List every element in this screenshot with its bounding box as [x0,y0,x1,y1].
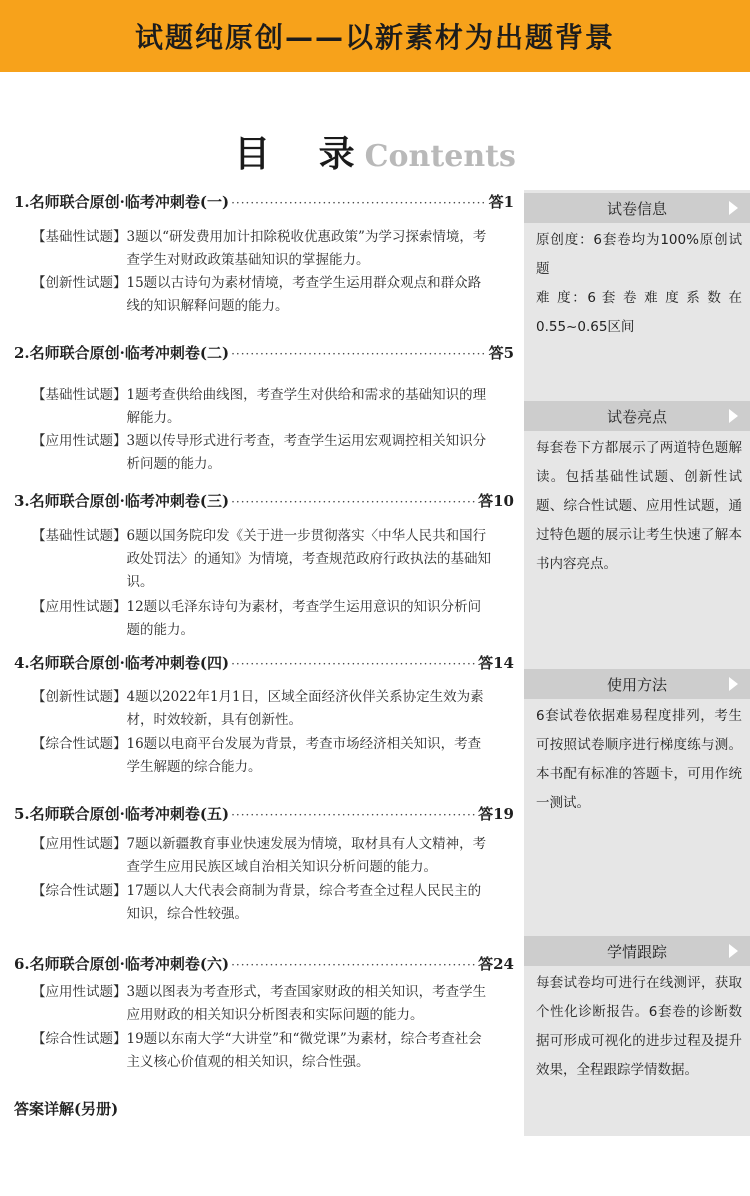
toc-entry-title[interactable] [14,490,514,511]
triangle-arrow-icon [729,201,738,215]
sidebar-section-header[interactable] [524,669,750,699]
item-tag: 【基础性试题】 [32,528,127,544]
toc-item [32,1028,492,1074]
item-tag: 【基础性试题】 [32,387,127,403]
sidebar-section-body [536,434,742,579]
item-tag: 【创新性试题】 [32,275,127,291]
item-text: 15题以古诗句为素材情境，考查学生运用群众观点和群众路线的知识解释问题的能力。 [126,275,482,314]
section-title: 试卷信息 [606,199,667,218]
item-text: 4题以2022年1月1日，区域全面经济伙伴关系协定生效为素材，时效较新，具有创新性。 [126,689,484,728]
dot-leader [231,808,476,822]
section-line: 每套试卷均可进行在线测评，获取个性化诊断报告。6套卷的诊断数据可形成可视化的进步过程及提升效果，全程跟踪学情数据。 [536,975,742,1078]
toc-entry-title[interactable] [14,191,514,212]
item-text: 6题以国务院印发《关于进一步贯彻落实〈中华人民共和国行政处罚法〉的通知》为情境，考查规范政府行政执法的基础知识。 [126,528,491,590]
entry-title-text: 2.名师联合原创·临考冲刺卷(二) [14,344,230,362]
triangle-arrow-icon [729,944,738,958]
sidebar-section-header[interactable] [524,193,750,223]
toc-item [32,733,492,779]
toc-item [32,596,492,642]
section-line: 每套卷下方都展示了两道特色题解读。包括基础性试题、创新性试题、综合性试题、应用性试题，通过特色题的展示让考生快速了解本书内容亮点。 [536,440,742,572]
dot-leader [231,657,476,671]
toc-entry-title[interactable] [14,342,514,363]
item-tag: 【综合性试题】 [32,736,127,752]
entry-page: 答14 [478,654,514,672]
item-tag: 【基础性试题】 [32,229,127,245]
item-text: 17题以人大代表会商制为背景，综合考查全过程人民民主的知识，综合性较强。 [126,883,482,922]
sidebar-section-body [536,969,742,1085]
sidebar-section-body [536,226,742,342]
answers-note: 答案详解(另册) [14,1100,119,1118]
sidebar-section-body [536,702,742,818]
entry-title-text: 3.名师联合原创·临考冲刺卷(三) [14,492,230,510]
entry-page: 答24 [478,955,514,973]
entry-page: 答19 [478,805,514,823]
entry-title-text: 1.名师联合原创·临考冲刺卷(一) [14,193,230,211]
toc-item [32,384,492,430]
item-tag: 【应用性试题】 [32,599,127,615]
item-tag: 【应用性试题】 [32,984,127,1000]
section-title: 使用方法 [606,675,667,694]
entry-title-text: 4.名师联合原创·临考冲刺卷(四) [14,654,230,672]
item-tag: 【应用性试题】 [32,433,127,449]
entry-page: 答5 [488,344,514,362]
dot-leader [231,347,486,361]
item-tag: 【综合性试题】 [32,883,127,899]
entry-title-text: 6.名师联合原创·临考冲刺卷(六) [14,955,230,973]
toc-item [32,525,492,594]
dot-leader [231,958,476,972]
toc-entry-title[interactable] [14,803,514,824]
info-sidebar [524,190,750,1136]
item-text: 3题以传导形式进行考查，考查学生运用宏观调控相关知识分析问题的能力。 [126,433,487,472]
item-text: 3题以“研发费用加计扣除税收优惠政策”为学习探索情境，考查学生对财政政策基础知识的掌握能力。 [126,229,487,268]
toc-item [32,272,492,318]
toc-item [32,833,492,879]
section-title: 学情跟踪 [606,942,667,961]
toc-heading-en: Contents [364,139,516,174]
toc-item [32,686,492,732]
toc-entry-title[interactable] [14,953,514,974]
item-text: 7题以新疆教育事业快速发展为情境，取材具有人文精神，考查学生应用民族区域自治相关知识分析问题的能力。 [126,836,487,875]
section-title: 试卷亮点 [606,407,667,426]
item-text: 19题以东南大学“大讲堂”和“微党课”为素材，综合考查社会主义核心价值观的相关知识，综合性强。 [126,1031,482,1070]
toc-item [32,981,492,1027]
section-line: 难 度：6 套 卷 难 度 系 数 在 0.55~0.65区间 [536,290,742,335]
toc-item [32,880,492,926]
item-tag: 【应用性试题】 [32,836,127,852]
entry-title-text: 5.名师联合原创·临考冲刺卷(五) [14,805,230,823]
triangle-arrow-icon [729,677,738,691]
item-text: 1题考查供给曲线图，考查学生对供给和需求的基础知识的理解能力。 [126,387,487,426]
section-line: 6套试卷依据难易程度排列，考生可按照试卷顺序进行梯度练与测。本书配有标准的答题卡，可用作统一测试。 [536,708,742,811]
item-text: 12题以毛泽东诗句为素材，考查学生运用意识的知识分析问题的能力。 [126,599,482,638]
sidebar-section-header[interactable] [524,936,750,966]
item-text: 3题以图表为考查形式，考查国家财政的相关知识，考查学生应用财政的相关知识分析图表和实际问题的能力。 [126,984,487,1023]
toc-entry-title[interactable] [14,652,514,673]
item-text: 16题以电商平台发展为背景，考查市场经济相关知识，考查学生解题的综合能力。 [126,736,482,775]
triangle-arrow-icon [729,409,738,423]
dot-leader [231,196,486,210]
dot-leader [231,495,476,509]
top-banner [0,0,750,72]
toc-heading-cn: 目 录 [234,133,373,175]
item-tag: 【创新性试题】 [32,689,127,705]
toc-item [32,430,492,476]
item-tag: 【综合性试题】 [32,1031,127,1047]
entry-page: 答10 [478,492,514,510]
section-line: 原创度：6套卷均为100%原创试题 [536,232,742,277]
banner-title: 试题纯原创——以新素材为出题背景 [134,21,615,54]
sidebar-section-header[interactable] [524,401,750,431]
toc-heading [0,126,750,177]
entry-page: 答1 [488,193,514,211]
toc-item [32,226,492,272]
